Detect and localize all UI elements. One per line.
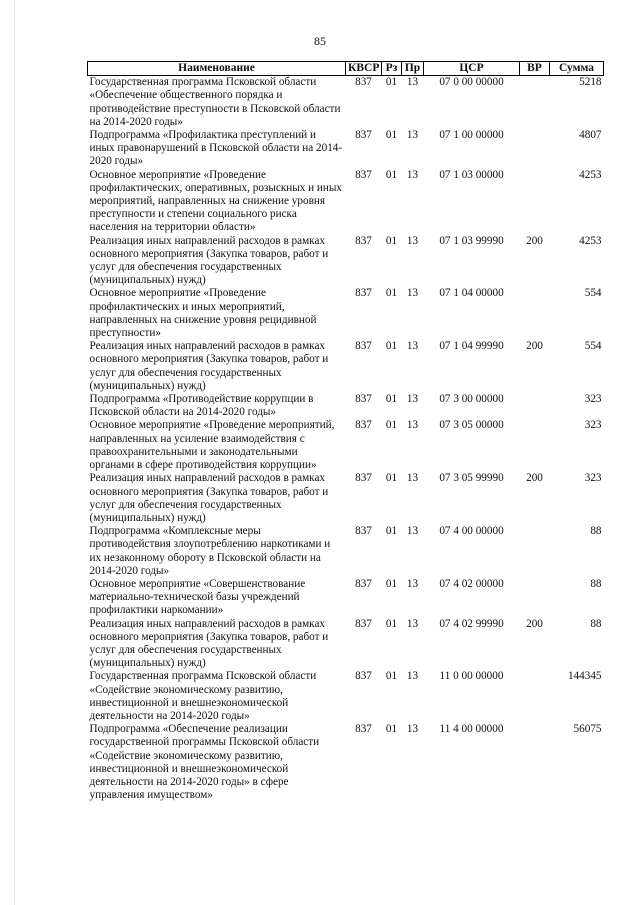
row-kvsr: 837 (355, 617, 372, 630)
table-row (88, 340, 604, 393)
page-edge (14, 0, 15, 905)
row-vr: 200 (526, 340, 543, 353)
row-rz: 01 (385, 76, 398, 89)
row-vr: 200 (526, 472, 543, 485)
row-name: Основное мероприятие «Совершенствование материально-технической базы учреждений профилактики наркомании» (89, 577, 306, 617)
row-pr: 13 (406, 577, 419, 590)
row-pr: 13 (406, 472, 419, 485)
row-csr: 07 1 03 00000 (439, 168, 504, 181)
row-vr: 200 (526, 234, 543, 247)
table-row (88, 76, 604, 129)
row-pr: 13 (406, 617, 419, 630)
row-vr (520, 723, 550, 802)
table-row (88, 393, 604, 419)
row-rz: 01 (385, 168, 398, 181)
row-vr (520, 76, 550, 129)
table-row (88, 129, 604, 169)
row-csr: 07 1 03 99990 (439, 234, 504, 247)
row-pr: 13 (406, 76, 419, 89)
row-sum: 144345 (567, 670, 602, 683)
row-vr (520, 287, 550, 340)
row-rz: 01 (385, 525, 398, 538)
row-vr (520, 129, 550, 169)
row-vr (520, 419, 550, 472)
row-csr: 11 4 00 00000 (439, 723, 504, 736)
row-kvsr: 837 (355, 129, 372, 142)
table-row (88, 472, 604, 525)
row-vr (520, 393, 550, 419)
row-kvsr: 837 (355, 577, 372, 590)
table-body (88, 76, 604, 803)
row-kvsr: 837 (355, 472, 372, 485)
row-sum: 4807 (579, 129, 602, 142)
row-name: Основное мероприятие «Проведение профилактических, оперативных, розыскных и иных мероприятий, направленных на снижение уровня преступности и степени социального риска населения на территории области» (89, 168, 343, 234)
row-sum: 5218 (579, 76, 602, 89)
row-pr: 13 (406, 287, 419, 300)
row-rz: 01 (385, 419, 398, 432)
row-pr: 13 (406, 393, 419, 406)
header-sum: Сумма (550, 62, 604, 76)
table-row (88, 525, 604, 578)
row-kvsr: 837 (355, 234, 372, 247)
row-rz: 01 (385, 340, 398, 353)
row-sum: 88 (590, 525, 602, 538)
header-csr: ЦСР (424, 62, 520, 76)
row-vr: 200 (526, 617, 543, 630)
row-rz: 01 (385, 617, 398, 630)
row-csr: 07 4 02 99990 (439, 617, 504, 630)
header-kvsr: КВСР (346, 62, 382, 76)
header-rz: Рз (382, 62, 402, 76)
table-row (88, 723, 604, 802)
header-row (88, 62, 604, 76)
row-pr: 13 (406, 234, 419, 247)
row-rz: 01 (385, 129, 398, 142)
row-rz: 01 (385, 723, 398, 736)
row-kvsr: 837 (355, 525, 372, 538)
row-pr: 13 (406, 340, 419, 353)
row-kvsr: 837 (355, 670, 372, 683)
row-rz: 01 (385, 234, 398, 247)
row-sum: 323 (584, 472, 602, 485)
row-name: Основное мероприятие «Проведение профилактических и иных мероприятий, направленных на снижение уровня рецидивной преступности» (89, 287, 317, 340)
table-row (88, 670, 604, 723)
row-rz: 01 (385, 287, 398, 300)
row-pr: 13 (406, 723, 419, 736)
row-csr: 07 4 00 00000 (439, 525, 504, 538)
row-name: Подпрограмма «Обеспечение реализации государственной программы Псковской области «Содействие экономическому развитию, инвестиционной и внешнеэкономической деятельности на 2014-2020 годы» в сфере управления имуществом» (89, 723, 320, 802)
row-rz: 01 (385, 393, 398, 406)
row-name: Государственная программа Псковской области «Содействие экономическому развитию, инвестиционной и внешнеэкономической деятельности на 2014-2020 годы» (89, 670, 317, 722)
row-kvsr: 837 (355, 76, 372, 89)
row-sum: 323 (584, 419, 602, 432)
row-rz: 01 (385, 472, 398, 485)
row-vr (520, 670, 550, 723)
table-row (88, 618, 604, 671)
row-kvsr: 837 (355, 340, 372, 353)
row-rz: 01 (385, 577, 398, 590)
row-name: Государственная программа Псковской области «Обеспечение общественного порядка и противодействие преступности в Псковской области на 2014-2020 годы» (89, 76, 341, 128)
row-pr: 13 (406, 129, 419, 142)
table-row (88, 287, 604, 340)
row-name: Основное мероприятие «Проведение мероприятий, направленных на усиление взаимодействия с правоохранительными и законодательными органами в сфере противодействия коррупции» (89, 419, 335, 472)
row-csr: 07 1 00 00000 (439, 129, 504, 142)
row-sum: 4253 (579, 234, 602, 247)
row-sum: 323 (584, 393, 602, 406)
budget-table (87, 61, 604, 802)
row-csr: 07 3 00 00000 (439, 393, 504, 406)
row-name: Реализация иных направлений расходов в рамках основного мероприятия (Закупка товаров, работ и услуг для обеспечения государственных (муниципальных) нужд) (89, 234, 329, 287)
row-sum: 88 (590, 617, 602, 630)
row-name: Реализация иных направлений расходов в рамках основного мероприятия (Закупка товаров, работ и услуг для обеспечения государственных (муниципальных) нужд) (89, 340, 329, 392)
row-csr: 07 1 04 00000 (439, 287, 504, 300)
row-kvsr: 837 (355, 393, 372, 406)
table-row (88, 235, 604, 288)
row-pr: 13 (406, 168, 419, 181)
row-name: Подпрограмма «Противодействие коррупции в Псковской области на 2014-2020 годы» (89, 393, 314, 419)
table-row (88, 169, 604, 235)
header-name: Наименование (88, 62, 346, 76)
row-csr: 07 4 02 00000 (439, 577, 504, 590)
row-csr: 07 1 04 99990 (439, 340, 504, 353)
row-pr: 13 (406, 525, 419, 538)
row-csr: 07 0 00 00000 (439, 76, 504, 89)
table-row (88, 419, 604, 472)
row-csr: 07 3 05 99990 (439, 472, 504, 485)
row-vr (520, 578, 550, 618)
table-row (88, 578, 604, 618)
table-header (88, 62, 604, 76)
row-name: Реализация иных направлений расходов в рамках основного мероприятия (Закупка товаров, работ и услуг для обеспечения государственных (муниципальных) нужд) (89, 472, 329, 524)
row-vr (520, 525, 550, 578)
row-rz: 01 (385, 670, 398, 683)
row-kvsr: 837 (355, 419, 372, 432)
row-sum: 4253 (579, 168, 602, 181)
row-sum: 554 (584, 287, 602, 300)
row-sum: 88 (590, 577, 602, 590)
row-name: Реализация иных направлений расходов в рамках основного мероприятия (Закупка товаров, работ и услуг для обеспечения государственных (муниципальных) нужд) (89, 617, 329, 670)
row-name: Подпрограмма «Профилактика преступлений и иных правонарушений в Псковской области на 2014-2020 годы» (89, 129, 343, 168)
row-pr: 13 (406, 670, 419, 683)
row-kvsr: 837 (355, 168, 372, 181)
header-vr: ВР (520, 62, 550, 76)
row-csr: 07 3 05 00000 (439, 419, 504, 432)
row-pr: 13 (406, 419, 419, 432)
row-name: Подпрограмма «Комплексные меры противодействия злоупотреблению наркотиками и их незаконному обороту в Псковской области на 2014-2020 годы» (89, 525, 331, 577)
row-sum: 56075 (573, 723, 602, 736)
row-sum: 554 (584, 340, 602, 353)
row-kvsr: 837 (355, 723, 372, 736)
page-number: 85 (314, 34, 326, 48)
row-vr (520, 169, 550, 235)
header-pr: Пр (402, 62, 424, 76)
row-kvsr: 837 (355, 287, 372, 300)
row-csr: 11 0 00 00000 (439, 670, 504, 683)
